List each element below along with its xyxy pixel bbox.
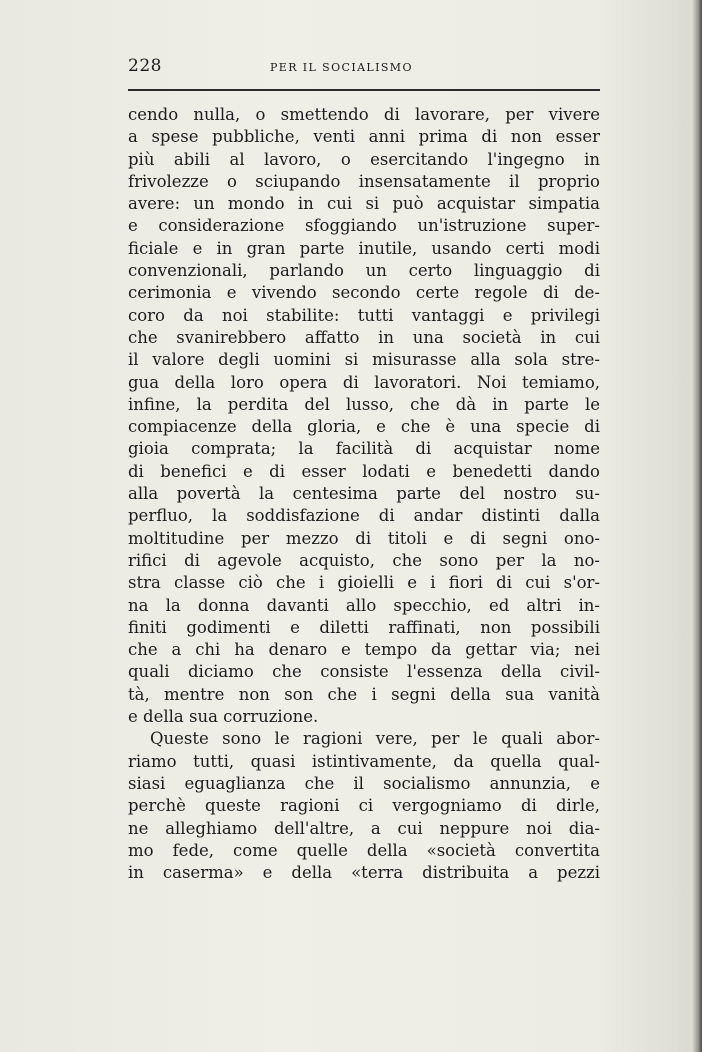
page-number: 228	[128, 56, 162, 76]
text-line: avere: un mondo in cui si può acquistar simpatia	[128, 194, 600, 214]
text-line: che svanirebbero affatto in una società in cui	[128, 327, 600, 347]
body-text	[128, 104, 600, 884]
text-line: convenzionali, parlando un certo linguaggio di	[128, 261, 600, 281]
text-line: in caserma» e della «terra distribuita a pezzi	[128, 863, 600, 883]
text-line: Queste sono le ragioni vere, per le quali abor-	[150, 729, 600, 749]
running-head	[128, 52, 600, 82]
text-line: gua della loro opera di lavoratori. Noi temiamo,	[128, 372, 600, 392]
text-line: rifici di agevole acquisto, che sono per la no-	[128, 550, 600, 570]
text-line: finiti godimenti e diletti raffinati, non possibili	[128, 617, 600, 637]
text-line: che a chi ha denaro e tempo da gettar via; nei	[128, 640, 600, 660]
text-line: a spese pubbliche, venti anni prima di non esser	[128, 127, 600, 147]
text-line: perchè queste ragioni ci vergogniamo di dirle,	[128, 796, 600, 816]
text-line: riamo tutti, quasi istintivamente, da quella qual-	[128, 751, 600, 771]
text-line: coro da noi stabilite: tutti vantaggi e privilegi	[128, 305, 600, 325]
text-line: na la donna davanti allo specchio, ed altri in-	[128, 595, 600, 615]
text-line: tà, mentre non son che i segni della sua vanità	[128, 684, 600, 704]
text-line: più abili al lavoro, o esercitando l'ingegno in	[128, 149, 600, 169]
text-line: di benefici e di esser lodati e benedetti dando	[128, 461, 600, 481]
text-line: moltitudine per mezzo di titoli e di segni ono-	[128, 528, 600, 548]
text-line: ne alleghiamo dell'altre, a cui neppure noi dia-	[128, 818, 600, 838]
text-line: stra classe ciò che i gioielli e i fiori di cui s'or-	[128, 573, 600, 593]
text-line: il valore degli uomini si misurasse alla sola stre-	[128, 350, 600, 370]
text-line: infine, la perdita del lusso, che dà in parte le	[128, 394, 600, 414]
text-line: ficiale e in gran parte inutile, usando certi modi	[128, 238, 600, 258]
text-line: cerimonia e vivendo secondo certe regole di de-	[128, 283, 600, 303]
text-line: compiacenze della gloria, e che è una specie di	[128, 417, 600, 437]
text-line: siasi eguaglianza che il socialismo annunzia, e	[128, 773, 600, 793]
text-line: quali diciamo che consiste l'essenza della civil-	[128, 662, 600, 682]
text-line: mo fede, come quelle della «società convertita	[128, 840, 600, 860]
running-title: PER IL SOCIALISMO	[270, 61, 413, 74]
text-line: perfluo, la soddisfazione di andar distinti dalla	[128, 506, 600, 526]
header-rule	[128, 89, 600, 91]
text-line: gioia comprata; la facilità di acquistar nome	[128, 439, 600, 459]
text-line: e considerazione sfoggiando un'istruzione super-	[128, 216, 600, 236]
text-line: frivolezze o sciupando insensatamente il proprio	[128, 171, 600, 191]
text-line: e della sua corruzione.	[128, 707, 319, 727]
page-edge-shadow	[692, 0, 702, 1052]
text-line: alla povertà la centesima parte del nostro su-	[128, 484, 600, 504]
text-line: cendo nulla, o smettendo di lavorare, per vivere	[128, 105, 600, 124]
